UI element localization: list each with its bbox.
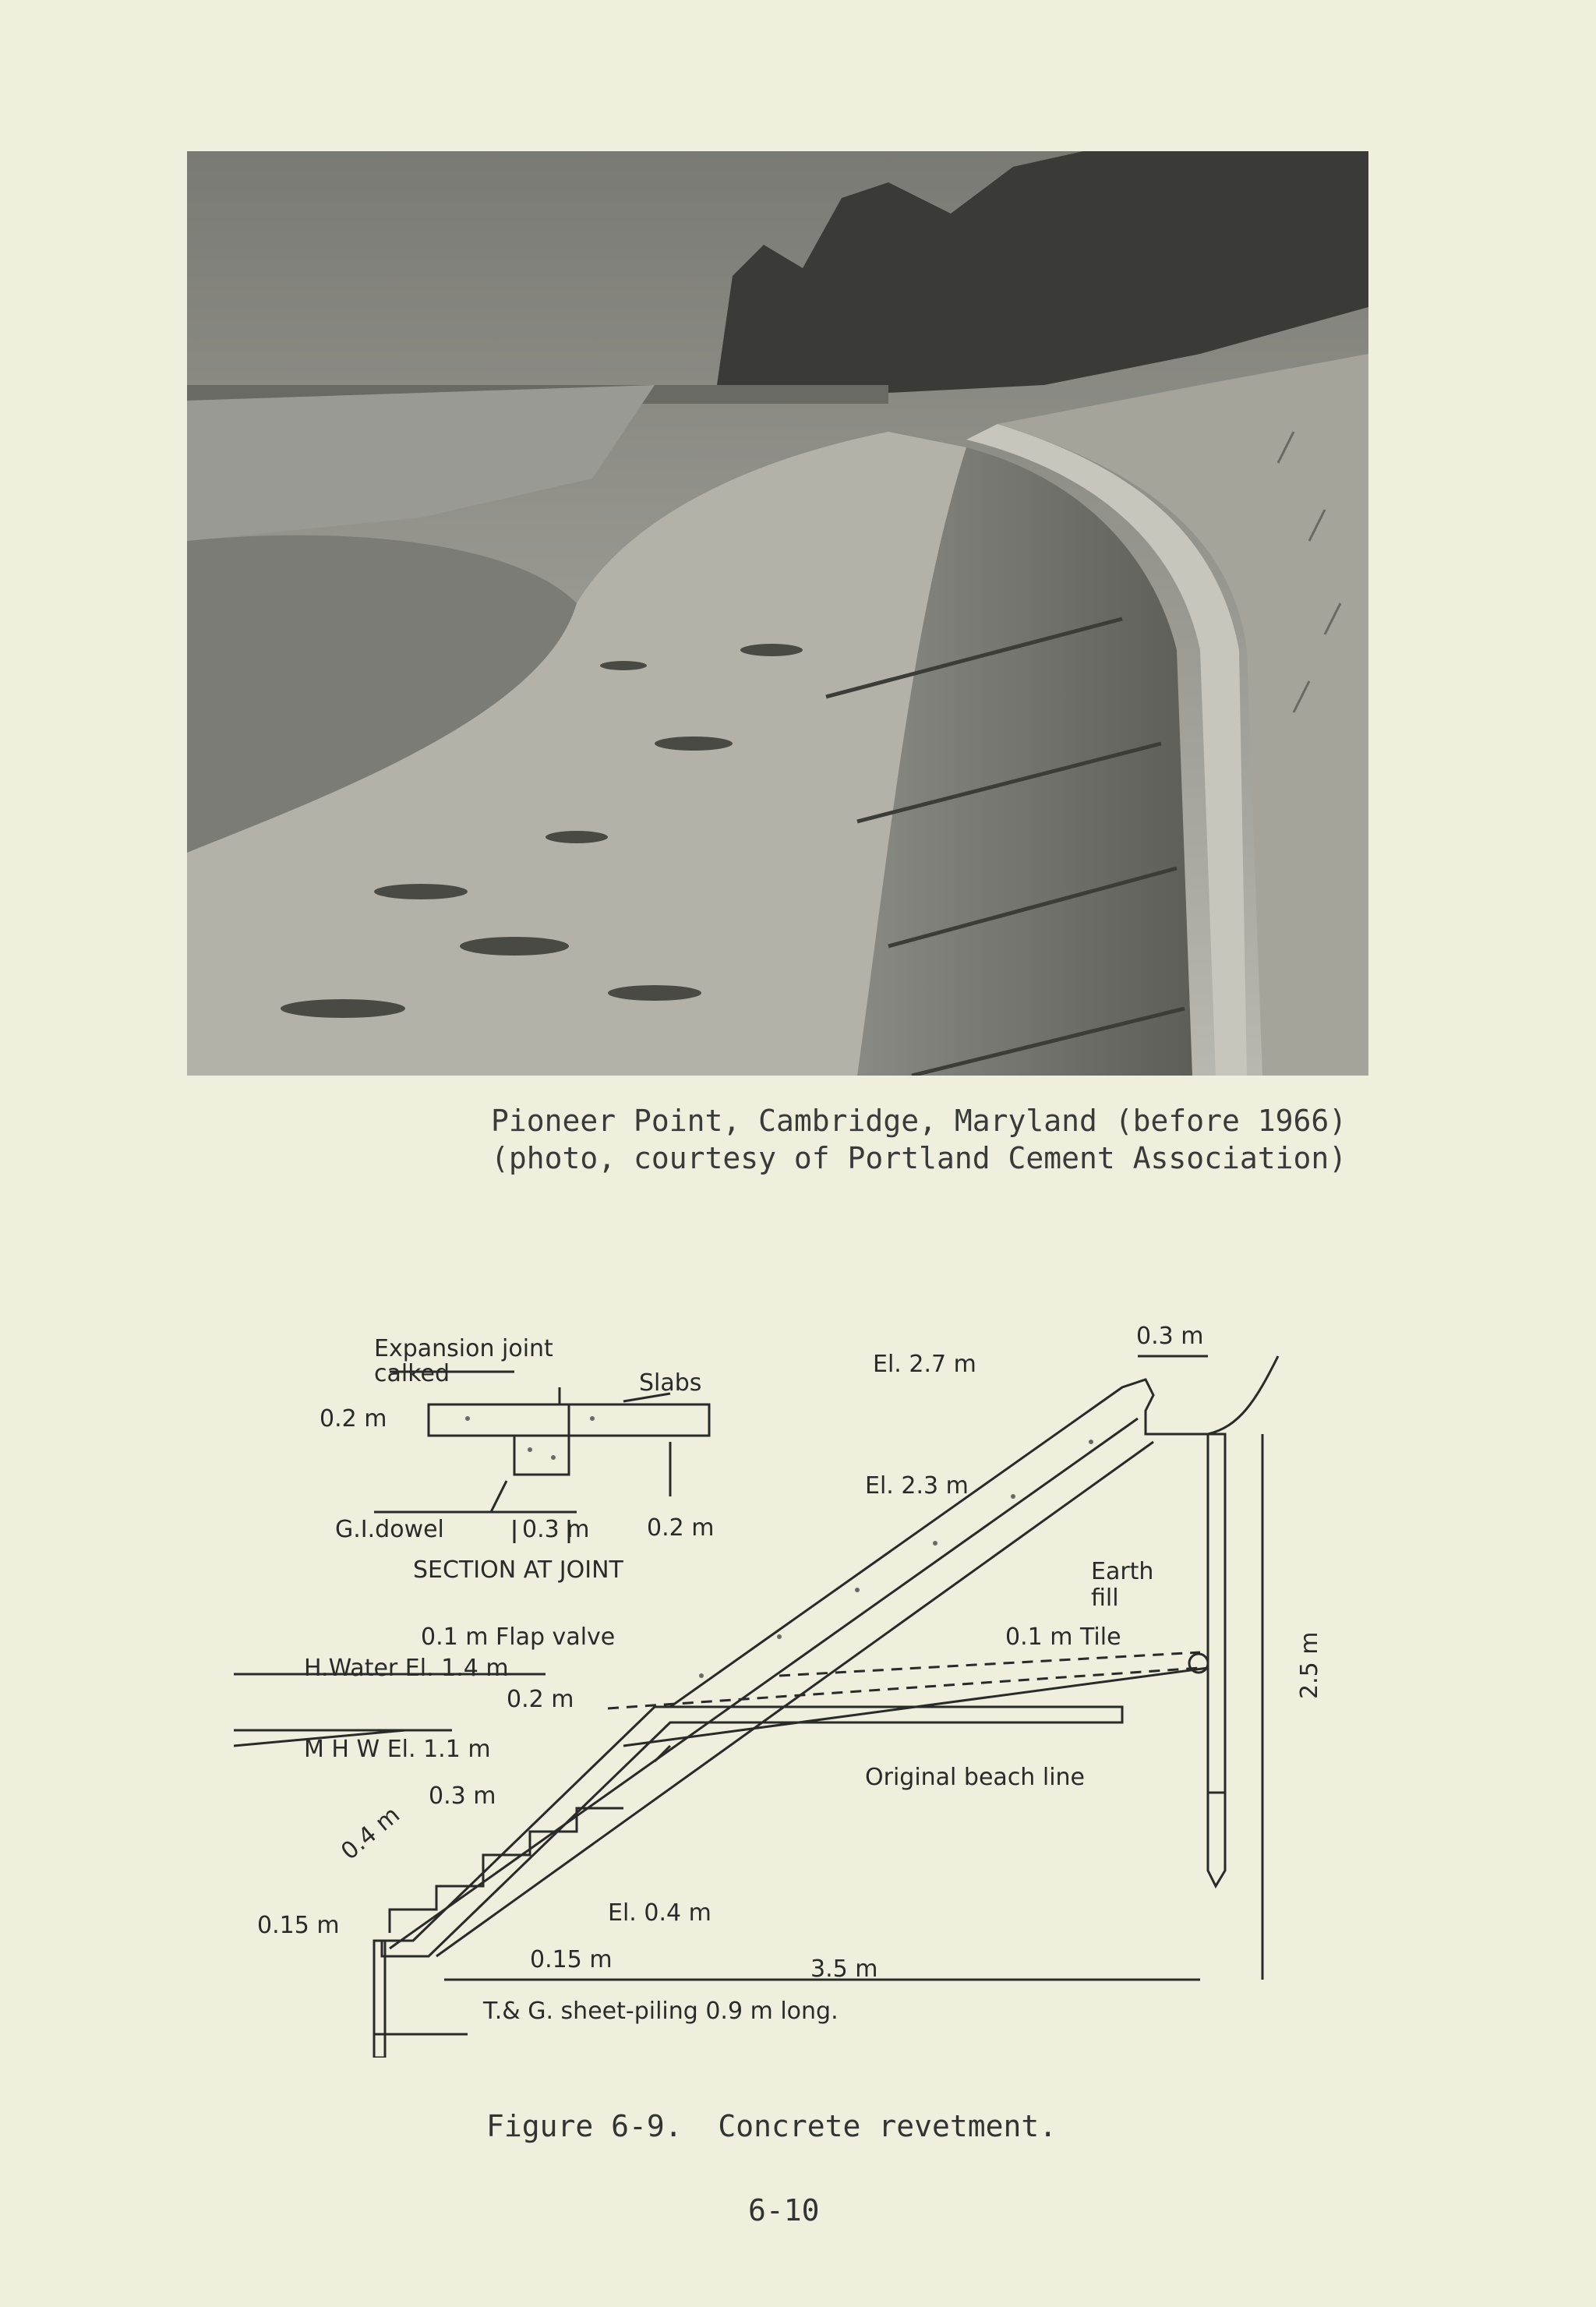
label-earth-fill-2: fill — [1091, 1585, 1119, 1612]
label-beam-depth: 0.2 m — [647, 1514, 715, 1542]
label-height-25: 2.5 m — [1296, 1631, 1323, 1699]
label-slabs: Slabs — [639, 1369, 702, 1397]
label-beam-width: 0.3 m — [522, 1516, 590, 1543]
label-original-beach: Original beach line — [865, 1764, 1085, 1791]
revetment-section-drawing — [234, 1309, 1356, 2058]
revetment-photo — [187, 151, 1368, 1076]
photo-caption-line1: Pioneer Point, Cambridge, Maryland (before 1966) — [491, 1104, 1347, 1138]
label-calked: calked — [374, 1360, 450, 1387]
label-step-run: 0.3 m — [429, 1782, 496, 1810]
label-high-water: H.Water El. 1.4 m — [304, 1655, 509, 1682]
label-slope-length: 0.4 m — [336, 1801, 405, 1866]
label-el-2-3: El. 2.3 m — [865, 1472, 969, 1500]
label-toe-thickness: 0.15 m — [257, 1912, 340, 1939]
label-el-0-4: El. 0.4 m — [608, 1899, 711, 1927]
label-step-rise: 0.2 m — [507, 1686, 574, 1713]
label-expansion-joint: Expansion joint — [374, 1335, 553, 1362]
page-number: 6-10 — [748, 2193, 820, 2228]
photo-caption-line2: (photo, courtesy of Portland Cement Association) — [491, 1141, 1347, 1175]
label-width-35: 3.5 m — [810, 1955, 878, 1983]
label-slab-thickness: 0.2 m — [320, 1405, 387, 1433]
label-dowel: G.I.dowel — [335, 1516, 444, 1543]
label-el-2-7: El. 2.7 m — [873, 1351, 976, 1378]
label-sheet-piling: T.& G. sheet-piling 0.9 m long. — [483, 1998, 839, 2025]
label-slab-015: 0.15 m — [530, 1946, 613, 1973]
label-section-at-joint: SECTION AT JOINT — [413, 1556, 623, 1584]
label-mhw: M H W El. 1.1 m — [304, 1736, 491, 1763]
label-top-width: 0.3 m — [1136, 1323, 1204, 1350]
label-flap-valve: 0.1 m Flap valve — [421, 1623, 616, 1651]
label-tile: 0.1 m Tile — [1005, 1623, 1121, 1651]
label-earth-fill-1: Earth — [1091, 1558, 1154, 1585]
figure-caption: Figure 6-9. Concrete revetment. — [486, 2109, 1058, 2143]
